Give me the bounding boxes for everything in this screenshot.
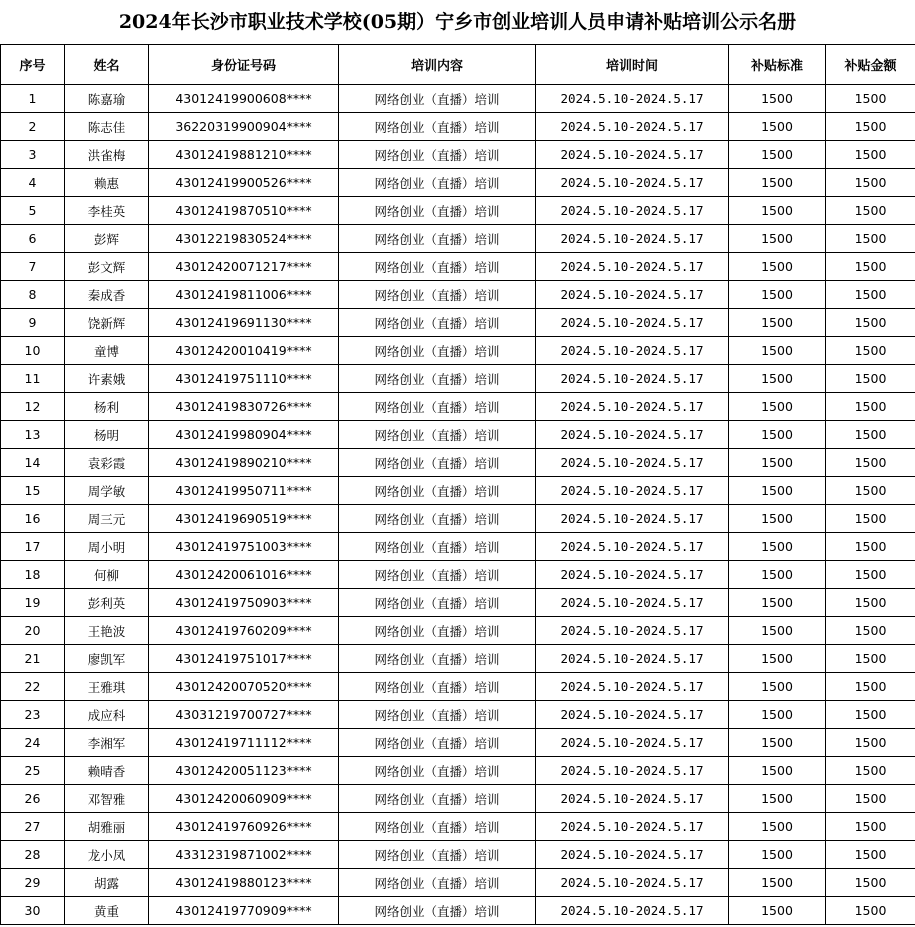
table-row (1, 169, 915, 197)
cell-subsidy-standard: 1500 (729, 169, 826, 197)
cell-id-number: 43012419751003**** (149, 533, 339, 561)
cell-subsidy-amount: 1500 (826, 589, 915, 617)
cell-id-number: 43012420070520**** (149, 673, 339, 701)
cell-id-number: 43012419890210**** (149, 449, 339, 477)
cell-name: 王艳波 (65, 617, 149, 645)
cell-training-content: 网络创业（直播）培训 (339, 225, 536, 253)
table-row (1, 869, 915, 897)
cell-id-number: 43012419830726**** (149, 393, 339, 421)
cell-subsidy-standard: 1500 (729, 673, 826, 701)
cell-training-time: 2024.5.10-2024.5.17 (536, 589, 729, 617)
cell-serial-number: 27 (1, 813, 65, 841)
cell-serial-number: 28 (1, 841, 65, 869)
cell-name: 何柳 (65, 561, 149, 589)
cell-training-content: 网络创业（直播）培训 (339, 813, 536, 841)
cell-name: 胡露 (65, 869, 149, 897)
cell-subsidy-amount: 1500 (826, 449, 915, 477)
table-row (1, 673, 915, 701)
cell-serial-number: 3 (1, 141, 65, 169)
cell-serial-number: 26 (1, 785, 65, 813)
cell-subsidy-standard: 1500 (729, 85, 826, 113)
cell-subsidy-amount: 1500 (826, 701, 915, 729)
cell-training-content: 网络创业（直播）培训 (339, 589, 536, 617)
cell-subsidy-standard: 1500 (729, 897, 826, 925)
cell-serial-number: 2 (1, 113, 65, 141)
cell-name: 袁彩霞 (65, 449, 149, 477)
cell-name: 龙小凤 (65, 841, 149, 869)
cell-id-number: 43012419770909**** (149, 897, 339, 925)
table-row (1, 141, 915, 169)
table-row (1, 533, 915, 561)
table-header-row (1, 45, 915, 85)
table-row (1, 561, 915, 589)
cell-training-content: 网络创业（直播）培训 (339, 897, 536, 925)
table-row (1, 729, 915, 757)
cell-serial-number: 11 (1, 365, 65, 393)
cell-subsidy-standard: 1500 (729, 309, 826, 337)
cell-training-content: 网络创业（直播）培训 (339, 113, 536, 141)
cell-subsidy-standard: 1500 (729, 225, 826, 253)
table-row (1, 757, 915, 785)
cell-subsidy-amount: 1500 (826, 813, 915, 841)
table-row (1, 589, 915, 617)
cell-id-number: 43012419880123**** (149, 869, 339, 897)
cell-serial-number: 21 (1, 645, 65, 673)
cell-training-content: 网络创业（直播）培训 (339, 785, 536, 813)
cell-training-time: 2024.5.10-2024.5.17 (536, 785, 729, 813)
table-row (1, 477, 915, 505)
cell-subsidy-standard: 1500 (729, 253, 826, 281)
cell-training-time: 2024.5.10-2024.5.17 (536, 729, 729, 757)
table-row (1, 113, 915, 141)
cell-id-number: 43012419690519**** (149, 505, 339, 533)
table-row (1, 421, 915, 449)
cell-id-number: 43012419811006**** (149, 281, 339, 309)
cell-subsidy-amount: 1500 (826, 393, 915, 421)
cell-training-content: 网络创业（直播）培训 (339, 617, 536, 645)
cell-training-time: 2024.5.10-2024.5.17 (536, 113, 729, 141)
cell-training-time: 2024.5.10-2024.5.17 (536, 645, 729, 673)
cell-training-content: 网络创业（直播）培训 (339, 421, 536, 449)
cell-training-content: 网络创业（直播）培训 (339, 197, 536, 225)
cell-serial-number: 7 (1, 253, 65, 281)
header-serial-number: 序号 (1, 45, 65, 85)
cell-subsidy-standard: 1500 (729, 561, 826, 589)
table-row (1, 785, 915, 813)
cell-serial-number: 13 (1, 421, 65, 449)
cell-id-number: 43012420051123**** (149, 757, 339, 785)
cell-subsidy-amount: 1500 (826, 869, 915, 897)
cell-id-number: 43012419711112**** (149, 729, 339, 757)
page-title: 2024年长沙市职业技术学校(05期）宁乡市创业培训人员申请补贴培训公示名册 (118, 11, 797, 33)
cell-subsidy-amount: 1500 (826, 365, 915, 393)
cell-name: 童博 (65, 337, 149, 365)
cell-id-number: 43012420060909**** (149, 785, 339, 813)
cell-subsidy-amount: 1500 (826, 141, 915, 169)
cell-subsidy-standard: 1500 (729, 281, 826, 309)
cell-subsidy-standard: 1500 (729, 589, 826, 617)
cell-training-time: 2024.5.10-2024.5.17 (536, 561, 729, 589)
cell-id-number: 43012419900608**** (149, 85, 339, 113)
cell-name: 饶新辉 (65, 309, 149, 337)
cell-training-content: 网络创业（直播）培训 (339, 561, 536, 589)
cell-id-number: 43012419760926**** (149, 813, 339, 841)
cell-name: 王雅琪 (65, 673, 149, 701)
cell-training-time: 2024.5.10-2024.5.17 (536, 225, 729, 253)
cell-training-content: 网络创业（直播）培训 (339, 85, 536, 113)
table-row (1, 225, 915, 253)
cell-subsidy-amount: 1500 (826, 85, 915, 113)
cell-serial-number: 25 (1, 757, 65, 785)
cell-training-content: 网络创业（直播）培训 (339, 841, 536, 869)
cell-serial-number: 29 (1, 869, 65, 897)
cell-id-number: 36220319900904**** (149, 113, 339, 141)
cell-serial-number: 4 (1, 169, 65, 197)
cell-training-content: 网络创业（直播）培训 (339, 365, 536, 393)
cell-training-time: 2024.5.10-2024.5.17 (536, 365, 729, 393)
cell-subsidy-amount: 1500 (826, 169, 915, 197)
cell-id-number: 43012419760209**** (149, 617, 339, 645)
cell-serial-number: 18 (1, 561, 65, 589)
cell-name: 周小明 (65, 533, 149, 561)
cell-name: 杨利 (65, 393, 149, 421)
cell-training-content: 网络创业（直播）培训 (339, 477, 536, 505)
table-row (1, 337, 915, 365)
table-row (1, 365, 915, 393)
cell-training-time: 2024.5.10-2024.5.17 (536, 869, 729, 897)
cell-subsidy-standard: 1500 (729, 421, 826, 449)
cell-serial-number: 24 (1, 729, 65, 757)
cell-subsidy-amount: 1500 (826, 253, 915, 281)
cell-name: 彭辉 (65, 225, 149, 253)
cell-subsidy-standard: 1500 (729, 365, 826, 393)
table-row (1, 253, 915, 281)
cell-subsidy-amount: 1500 (826, 337, 915, 365)
cell-subsidy-amount: 1500 (826, 197, 915, 225)
cell-serial-number: 8 (1, 281, 65, 309)
cell-subsidy-standard: 1500 (729, 449, 826, 477)
header-name: 姓名 (65, 45, 149, 85)
roster-table (0, 44, 915, 925)
cell-training-time: 2024.5.10-2024.5.17 (536, 505, 729, 533)
header-id-number: 身份证号码 (149, 45, 339, 85)
cell-subsidy-amount: 1500 (826, 729, 915, 757)
cell-name: 李湘军 (65, 729, 149, 757)
cell-training-time: 2024.5.10-2024.5.17 (536, 701, 729, 729)
cell-subsidy-amount: 1500 (826, 617, 915, 645)
cell-training-content: 网络创业（直播）培训 (339, 449, 536, 477)
cell-training-time: 2024.5.10-2024.5.17 (536, 253, 729, 281)
cell-serial-number: 30 (1, 897, 65, 925)
cell-name: 赖晴香 (65, 757, 149, 785)
cell-serial-number: 10 (1, 337, 65, 365)
cell-serial-number: 16 (1, 505, 65, 533)
cell-name: 成应科 (65, 701, 149, 729)
cell-training-time: 2024.5.10-2024.5.17 (536, 897, 729, 925)
cell-training-content: 网络创业（直播）培训 (339, 533, 536, 561)
cell-subsidy-standard: 1500 (729, 113, 826, 141)
table-row (1, 813, 915, 841)
cell-id-number: 43012419691130**** (149, 309, 339, 337)
cell-subsidy-amount: 1500 (826, 897, 915, 925)
cell-id-number: 43012419751017**** (149, 645, 339, 673)
cell-serial-number: 22 (1, 673, 65, 701)
cell-subsidy-standard: 1500 (729, 869, 826, 897)
cell-subsidy-standard: 1500 (729, 477, 826, 505)
table-row (1, 617, 915, 645)
cell-training-content: 网络创业（直播）培训 (339, 253, 536, 281)
cell-training-content: 网络创业（直播）培训 (339, 337, 536, 365)
cell-id-number: 43012420010419**** (149, 337, 339, 365)
cell-subsidy-amount: 1500 (826, 309, 915, 337)
cell-training-time: 2024.5.10-2024.5.17 (536, 449, 729, 477)
cell-serial-number: 19 (1, 589, 65, 617)
cell-training-content: 网络创业（直播）培训 (339, 757, 536, 785)
cell-training-time: 2024.5.10-2024.5.17 (536, 197, 729, 225)
cell-name: 彭文辉 (65, 253, 149, 281)
table-row (1, 393, 915, 421)
cell-training-content: 网络创业（直播）培训 (339, 393, 536, 421)
cell-subsidy-standard: 1500 (729, 645, 826, 673)
cell-training-time: 2024.5.10-2024.5.17 (536, 477, 729, 505)
header-training-time: 培训时间 (536, 45, 729, 85)
cell-name: 周学敏 (65, 477, 149, 505)
cell-id-number: 43031219700727**** (149, 701, 339, 729)
cell-id-number: 43012420071217**** (149, 253, 339, 281)
cell-name: 黄重 (65, 897, 149, 925)
cell-serial-number: 1 (1, 85, 65, 113)
cell-training-time: 2024.5.10-2024.5.17 (536, 85, 729, 113)
table-row (1, 645, 915, 673)
cell-id-number: 43012419881210**** (149, 141, 339, 169)
cell-id-number: 43012419980904**** (149, 421, 339, 449)
cell-serial-number: 5 (1, 197, 65, 225)
cell-serial-number: 20 (1, 617, 65, 645)
cell-subsidy-amount: 1500 (826, 225, 915, 253)
cell-serial-number: 12 (1, 393, 65, 421)
header-subsidy-amount: 补贴金额 (826, 45, 915, 85)
cell-id-number: 43012419900526**** (149, 169, 339, 197)
cell-name: 廖凯军 (65, 645, 149, 673)
cell-name: 彭利英 (65, 589, 149, 617)
cell-training-time: 2024.5.10-2024.5.17 (536, 757, 729, 785)
cell-subsidy-amount: 1500 (826, 533, 915, 561)
cell-name: 周三元 (65, 505, 149, 533)
cell-subsidy-standard: 1500 (729, 785, 826, 813)
cell-training-content: 网络创业（直播）培训 (339, 169, 536, 197)
cell-serial-number: 9 (1, 309, 65, 337)
cell-training-time: 2024.5.10-2024.5.17 (536, 281, 729, 309)
cell-id-number: 43012419751110**** (149, 365, 339, 393)
cell-training-content: 网络创业（直播）培训 (339, 505, 536, 533)
cell-name: 陈志佳 (65, 113, 149, 141)
cell-subsidy-standard: 1500 (729, 141, 826, 169)
cell-training-time: 2024.5.10-2024.5.17 (536, 813, 729, 841)
cell-subsidy-amount: 1500 (826, 281, 915, 309)
cell-subsidy-standard: 1500 (729, 701, 826, 729)
cell-training-time: 2024.5.10-2024.5.17 (536, 617, 729, 645)
cell-serial-number: 15 (1, 477, 65, 505)
table-row (1, 85, 915, 113)
cell-subsidy-standard: 1500 (729, 813, 826, 841)
header-training-content: 培训内容 (339, 45, 536, 85)
table-row (1, 897, 915, 925)
cell-training-time: 2024.5.10-2024.5.17 (536, 309, 729, 337)
cell-training-time: 2024.5.10-2024.5.17 (536, 533, 729, 561)
cell-serial-number: 23 (1, 701, 65, 729)
cell-name: 许素娥 (65, 365, 149, 393)
cell-id-number: 43012419870510**** (149, 197, 339, 225)
cell-subsidy-amount: 1500 (826, 757, 915, 785)
header-subsidy-standard: 补贴标准 (729, 45, 826, 85)
table-row (1, 197, 915, 225)
cell-training-time: 2024.5.10-2024.5.17 (536, 169, 729, 197)
cell-subsidy-amount: 1500 (826, 505, 915, 533)
table-row (1, 281, 915, 309)
cell-name: 赖惠 (65, 169, 149, 197)
cell-subsidy-standard: 1500 (729, 505, 826, 533)
cell-training-time: 2024.5.10-2024.5.17 (536, 841, 729, 869)
cell-id-number: 43012419750903**** (149, 589, 339, 617)
cell-name: 邓智雅 (65, 785, 149, 813)
cell-id-number: 43012420061016**** (149, 561, 339, 589)
cell-subsidy-amount: 1500 (826, 673, 915, 701)
cell-training-content: 网络创业（直播）培训 (339, 869, 536, 897)
cell-name: 胡雅丽 (65, 813, 149, 841)
cell-subsidy-amount: 1500 (826, 113, 915, 141)
cell-subsidy-standard: 1500 (729, 533, 826, 561)
cell-subsidy-standard: 1500 (729, 841, 826, 869)
cell-training-time: 2024.5.10-2024.5.17 (536, 673, 729, 701)
table-row (1, 505, 915, 533)
table-row (1, 449, 915, 477)
cell-training-content: 网络创业（直播）培训 (339, 729, 536, 757)
cell-subsidy-amount: 1500 (826, 841, 915, 869)
cell-training-time: 2024.5.10-2024.5.17 (536, 337, 729, 365)
cell-subsidy-amount: 1500 (826, 421, 915, 449)
cell-subsidy-amount: 1500 (826, 645, 915, 673)
cell-subsidy-standard: 1500 (729, 393, 826, 421)
cell-name: 李桂英 (65, 197, 149, 225)
cell-subsidy-amount: 1500 (826, 785, 915, 813)
cell-training-time: 2024.5.10-2024.5.17 (536, 421, 729, 449)
cell-training-content: 网络创业（直播）培训 (339, 141, 536, 169)
cell-training-content: 网络创业（直播）培训 (339, 281, 536, 309)
table-body (1, 85, 915, 925)
cell-subsidy-standard: 1500 (729, 197, 826, 225)
cell-training-content: 网络创业（直播）培训 (339, 673, 536, 701)
cell-name: 洪雀梅 (65, 141, 149, 169)
cell-training-content: 网络创业（直播）培训 (339, 309, 536, 337)
cell-name: 秦成香 (65, 281, 149, 309)
cell-serial-number: 17 (1, 533, 65, 561)
cell-id-number: 43012419950711**** (149, 477, 339, 505)
cell-training-content: 网络创业（直播）培训 (339, 701, 536, 729)
cell-subsidy-standard: 1500 (729, 617, 826, 645)
cell-id-number: 43012219830524**** (149, 225, 339, 253)
table-row (1, 701, 915, 729)
cell-training-time: 2024.5.10-2024.5.17 (536, 393, 729, 421)
cell-training-content: 网络创业（直播）培训 (339, 645, 536, 673)
table-row (1, 309, 915, 337)
cell-subsidy-standard: 1500 (729, 729, 826, 757)
cell-name: 陈嘉瑜 (65, 85, 149, 113)
cell-subsidy-standard: 1500 (729, 757, 826, 785)
cell-name: 杨明 (65, 421, 149, 449)
cell-subsidy-amount: 1500 (826, 477, 915, 505)
cell-id-number: 43312319871002**** (149, 841, 339, 869)
cell-serial-number: 14 (1, 449, 65, 477)
table-row (1, 841, 915, 869)
cell-subsidy-standard: 1500 (729, 337, 826, 365)
cell-serial-number: 6 (1, 225, 65, 253)
cell-training-time: 2024.5.10-2024.5.17 (536, 141, 729, 169)
cell-subsidy-amount: 1500 (826, 561, 915, 589)
